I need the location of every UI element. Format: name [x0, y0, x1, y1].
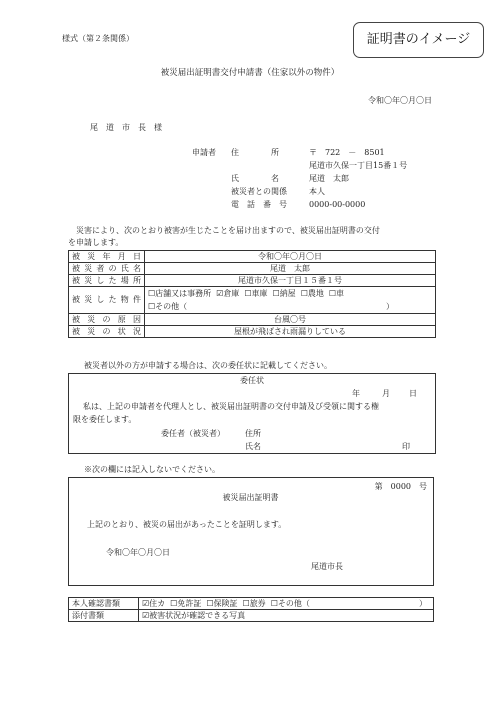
- delegation-note: 被災者以外の方が申請する場合は、次の委任状に記載してください。: [84, 361, 332, 370]
- id-doc-label: 本人確認書類: [69, 598, 139, 610]
- phone-label: 電 話 番 号: [231, 200, 287, 209]
- table-row: [69, 251, 436, 263]
- delegation-day: 日: [409, 389, 417, 398]
- delegation-box: [68, 373, 436, 454]
- status-value[interactable]: 屋根が飛ばされ雨漏りしている: [145, 326, 436, 338]
- table-row: [69, 263, 436, 275]
- table-row: [69, 610, 434, 622]
- applicant-phone: 0000-00-0000: [309, 200, 366, 209]
- victim-name-value[interactable]: 尾道 太郎: [145, 263, 436, 275]
- certificate-title: 被災届出証明書: [222, 493, 279, 502]
- table-row: [69, 287, 436, 314]
- certificate-body: 上記のとおり、被災の届出があったことを証明します。: [87, 520, 287, 529]
- applicant-address: 尾道市久保一丁目15番１号: [309, 161, 408, 170]
- table-row: [69, 598, 434, 610]
- damage-date-value[interactable]: 令和〇年〇月〇日: [145, 251, 436, 263]
- intro-line-1: 災害により、次のとおり被害が生じたことを届け出ますので、被災届出証明書の交付: [76, 226, 380, 235]
- application-date: 令和〇年〇月〇日: [368, 96, 432, 105]
- address-label: 住 所: [231, 148, 279, 157]
- id-checkbox-license[interactable]: ☐免許証: [170, 598, 202, 608]
- form-number: 様式（第２条関係）: [62, 34, 134, 43]
- delegator-label: 委任者（被災者）: [161, 429, 225, 438]
- delegator-address-label[interactable]: 住所: [245, 429, 261, 438]
- id-other-close: ）: [419, 599, 427, 608]
- delegation-body-1: 私は、上記の申請者を代理人とし、被災届出証明書の交付申請及び受領に関する権: [83, 402, 379, 411]
- certificate-issuer: 尾道市長: [311, 562, 343, 571]
- damage-place-label: 被災した場所: [69, 275, 145, 287]
- page-title: 被災届出証明書交付申請書（住家以外の物件）: [160, 68, 340, 78]
- property-checkbox-office[interactable]: ☐店舗又は事務所: [148, 289, 212, 298]
- property-checkbox-barn[interactable]: ☐納屋: [272, 289, 296, 298]
- table-row: [69, 326, 436, 338]
- verification-table: [68, 597, 434, 622]
- image-badge: 証明書のイメージ: [353, 22, 484, 58]
- id-checkbox-my-number[interactable]: ☑住カ: [142, 598, 166, 608]
- certificate-number: 第 0000 号: [374, 482, 427, 491]
- property-checkbox-garage[interactable]: ☐車庫: [244, 289, 268, 298]
- relation-label: 被災者との関係: [231, 187, 287, 196]
- certificate-date: 令和〇年〇月〇日: [106, 548, 170, 557]
- property-checkbox-other[interactable]: ☐その他（: [148, 302, 188, 311]
- delegation-body-2: 限を委任します。: [73, 415, 137, 424]
- cause-value[interactable]: 台風〇号: [145, 314, 436, 326]
- property-checkbox-warehouse[interactable]: ☑倉庫: [216, 289, 240, 298]
- damage-place-value[interactable]: 尾道市久保一丁目１５番１号: [145, 275, 436, 287]
- property-label: 被災した物件: [69, 287, 145, 314]
- id-checkbox-other[interactable]: ☐その他（: [270, 598, 310, 608]
- intro-line-2: を申請します。: [68, 238, 124, 247]
- id-checkbox-passport[interactable]: ☐旅券: [242, 598, 266, 608]
- postal-code: 〒 722 － 8501: [309, 148, 385, 157]
- attachment-label: 添付書類: [69, 610, 139, 622]
- property-other-close: ）: [386, 302, 394, 311]
- damage-date-label: 被 災 年 月 日: [69, 251, 145, 263]
- name-label: 氏 名: [231, 174, 279, 183]
- victim-name-label: 被災者の氏名: [69, 263, 145, 275]
- property-checkbox-car[interactable]: ☐車: [328, 289, 345, 298]
- status-label: 被 災 の 状 況: [69, 326, 145, 338]
- table-row: [69, 275, 436, 287]
- addressee: 尾 道 市 長 様: [90, 123, 162, 132]
- applicant-name: 尾道 太郎: [309, 174, 349, 183]
- property-options: [145, 287, 436, 314]
- delegator-name-label[interactable]: 氏名: [245, 442, 261, 451]
- id-checkbox-insurance[interactable]: ☐保険証: [206, 598, 238, 608]
- applicant-relation: 本人: [309, 187, 325, 196]
- table-row: [69, 314, 436, 326]
- delegation-year: 年: [352, 389, 360, 398]
- id-doc-options: [139, 598, 434, 610]
- delegation-title: 委任状: [240, 376, 264, 385]
- applicant-heading: 申請者: [192, 148, 216, 157]
- certificate-note: ※次の欄には記入しないでください。: [84, 465, 220, 474]
- property-checkbox-farmland[interactable]: ☐農地: [300, 289, 324, 298]
- cause-label: 被 災 の 原 因: [69, 314, 145, 326]
- certificate-box: [68, 477, 434, 586]
- attachment-value[interactable]: ☑被害状況が確認できる写真: [139, 610, 434, 622]
- seal-mark: 印: [402, 442, 410, 451]
- delegation-month: 月: [382, 389, 390, 398]
- damage-table: [68, 250, 436, 338]
